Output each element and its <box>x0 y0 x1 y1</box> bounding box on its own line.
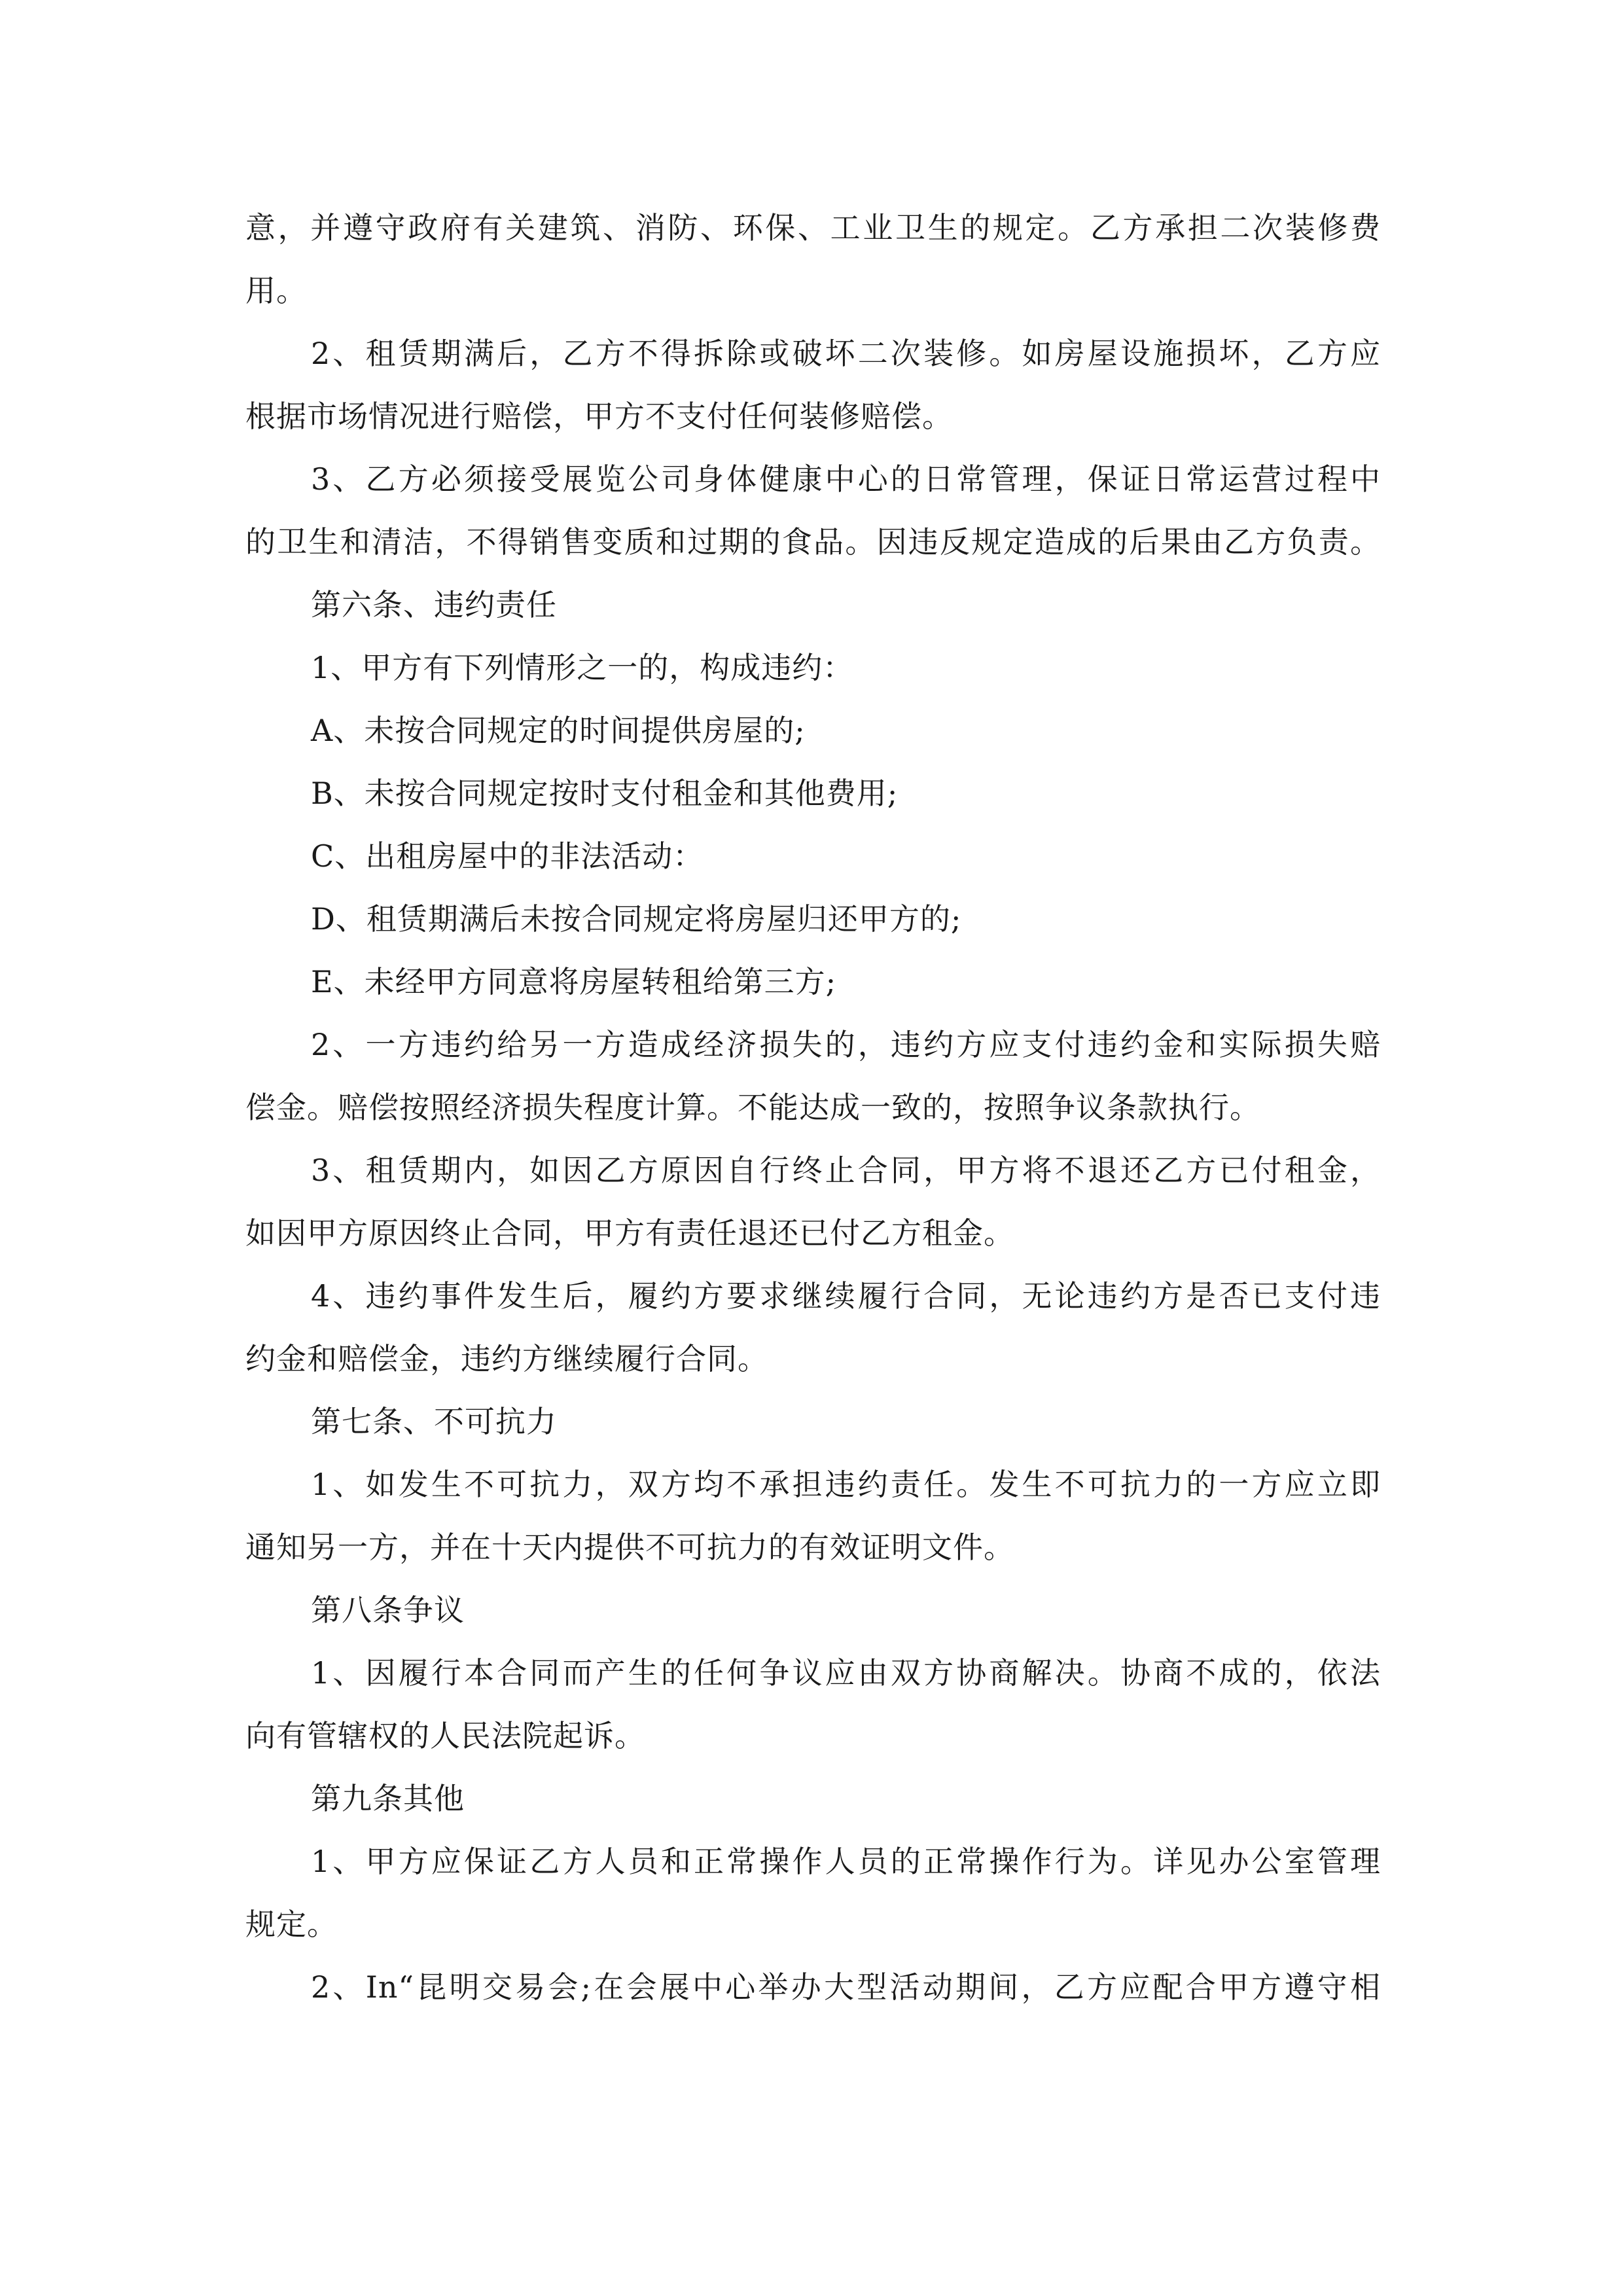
list-item: D、租赁期满后未按合同规定将房屋归还甲方的; <box>311 901 962 937</box>
list-item: C、出租房屋中的非法活动： <box>311 838 704 874</box>
text-line: 根据市场情况进行赔偿，甲方不支付任何装修赔偿。 <box>245 399 953 434</box>
text-line: 4、违约事件发生后，履约方要求继续履行合同，无论违约方是否已支付违 <box>311 1278 1381 1314</box>
section-heading: 第七条、不可抗力 <box>311 1404 557 1439</box>
text-line: 如因甲方原因终止合同，甲方有责任退还已付乙方租金。 <box>245 1215 1014 1251</box>
text-line: 用。 <box>245 273 307 308</box>
document-body <box>245 196 1381 2018</box>
text-line: 1、如发生不可抗力，双方均不承担违约责任。发生不可抗力的一方应立即 <box>311 1467 1381 1502</box>
section-heading: 第八条争议 <box>311 1592 465 1628</box>
text-line: 3、乙方必须接受展览公司身体健康中心的日常管理，保证日常运营过程中 <box>311 461 1381 497</box>
text-line: 2、一方违约给另一方造成经济损失的，违约方应支付违约金和实际损失赔 <box>311 1027 1381 1062</box>
list-item: B、未按合同规定按时支付租金和其他费用; <box>311 776 899 811</box>
text-line: 3、租赁期内，如因乙方原因自行终止合同，甲方将不退还乙方已付租金， <box>311 1153 1381 1188</box>
list-item: A、未按合同规定的时间提供房屋的; <box>311 713 806 748</box>
section-heading: 第六条、违约责任 <box>311 587 557 622</box>
text-line: 向有管辖权的人民法院起诉。 <box>245 1718 645 1753</box>
list-item: E、未经甲方同意将房屋转租给第三方; <box>311 964 837 999</box>
text-line: 2、租赁期满后，乙方不得拆除或破坏二次装修。如房屋设施损坏，乙方应 <box>311 336 1381 371</box>
text-line: 偿金。赔偿按照经济损失程度计算。不能达成一致的，按照争议条款执行。 <box>245 1090 1260 1125</box>
text-line: 规定。 <box>245 1907 338 1942</box>
text-line: 1、甲方有下列情形之一的，构成违约： <box>311 650 854 685</box>
text-line: 的卫生和清洁，不得销售变质和过期的食品。因违反规定造成的后果由乙方负责。 <box>245 524 1381 560</box>
text-line: 意，并遵守政府有关建筑、消防、环保、工业卫生的规定。乙方承担二次装修费 <box>245 210 1381 245</box>
text-line: 约金和赔偿金，违约方继续履行合同。 <box>245 1341 768 1376</box>
text-line: 通知另一方，并在十天内提供不可抗力的有效证明文件。 <box>245 1530 1014 1565</box>
text-line: 2、In“昆明交易会;在会展中心举办大型活动期间，乙方应配合甲方遵守相 <box>311 1969 1381 2005</box>
text-line: 1、因履行本合同而产生的任何争议应由双方协商解决。协商不成的，依法 <box>311 1655 1381 1691</box>
text-line: 1、甲方应保证乙方人员和正常操作人员的正常操作行为。详见办公室管理 <box>311 1844 1381 1879</box>
section-heading: 第九条其他 <box>311 1781 465 1816</box>
